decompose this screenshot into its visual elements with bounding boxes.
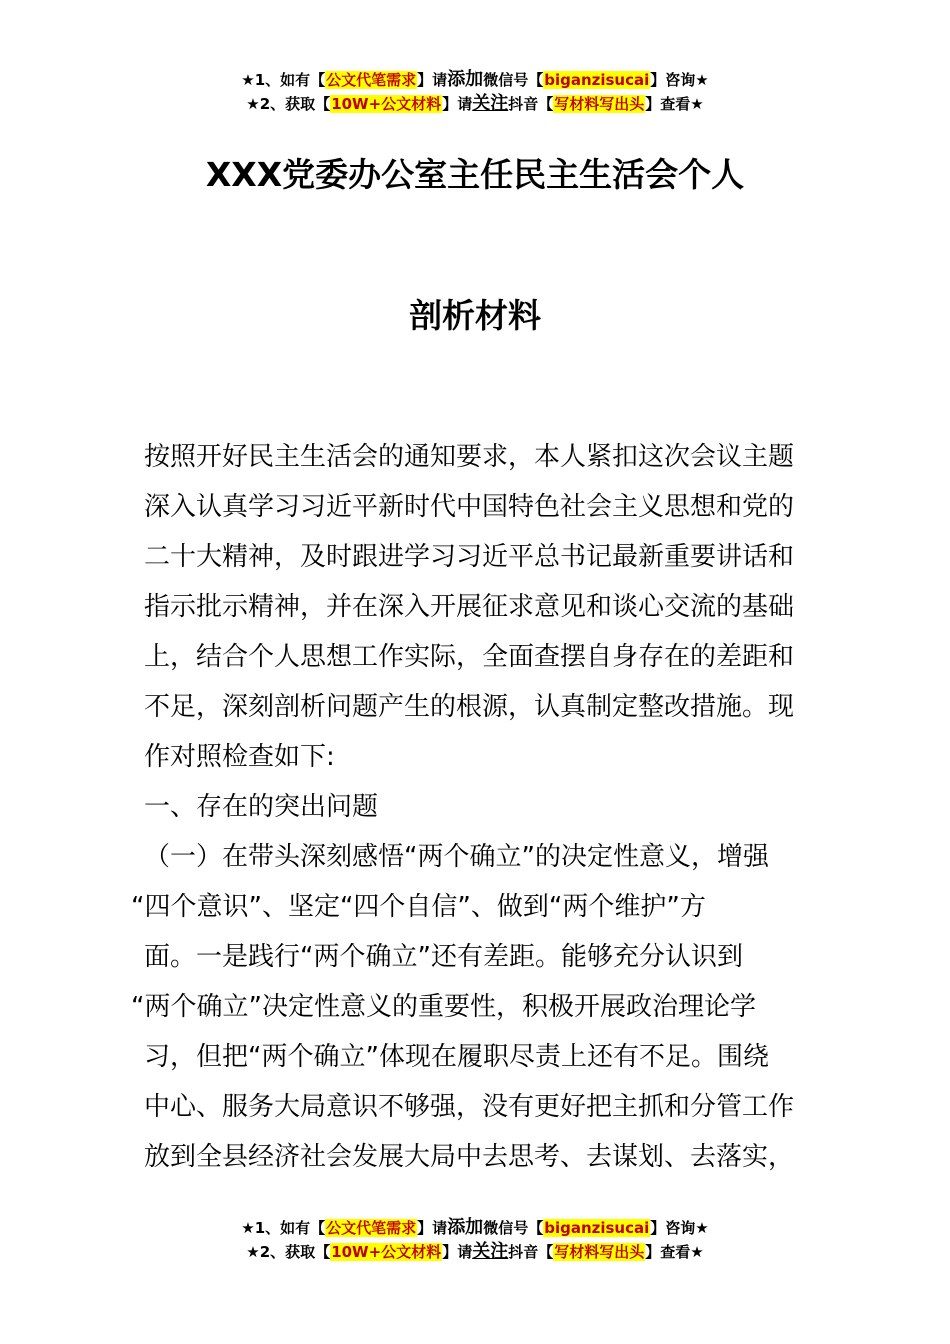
promo-emphasis: 添加 <box>447 69 484 90</box>
body-line: 上，结合个人思想工作实际，全面查摆自身存在的差距和 <box>144 642 795 672</box>
promo-text: 】咨询★ <box>650 1219 709 1237</box>
promo-text: 】请 <box>442 1243 473 1261</box>
promo-emphasis: 添加 <box>447 1217 484 1238</box>
promo-text: ★2、获取【 <box>246 1243 331 1261</box>
promo-text: 微信号【 <box>483 71 544 89</box>
footer-promo <box>0 1216 950 1264</box>
promo-highlight: 公文代笔需求 <box>326 1219 417 1237</box>
promo-text: 】请 <box>417 71 448 89</box>
body-line: 深入认真学习习近平新时代中国特色社会主义思想和党的 <box>144 492 795 522</box>
body-line: 中心、服务大局意识不够强，没有更好把主抓和分管工作 <box>144 1092 795 1122</box>
body-line: “两个确立”决定性意义的重要性，积极开展政治理论学 <box>131 992 756 1022</box>
body-line: 习，但把“两个确立”体现在履职尽责上还有不足。围绕 <box>144 1042 769 1072</box>
body-line: 放到全县经济社会发展大局中去思考、去谋划、去落实， <box>144 1142 795 1172</box>
promo-highlight: 10W+公文材料 <box>331 1243 442 1261</box>
document-title-line-1: XXX党委办公室主任民主生活会个人 <box>205 155 745 194</box>
promo-highlight: 公文代笔需求 <box>326 71 417 89</box>
promo-emphasis: 关注 <box>472 93 509 114</box>
body-line: 二十大精神，及时跟进学习习近平总书记最新重要讲话和 <box>144 542 795 572</box>
body-line: 作对照检查如下: <box>144 742 335 772</box>
body-line: （一）在带头深刻感悟“两个确立”的决定性意义，增强 <box>144 842 769 872</box>
body-line: 按照开好民主生活会的通知要求，本人紧扣这次会议主题 <box>144 442 795 472</box>
promo-highlight: biganzisucai <box>544 1219 650 1237</box>
promo-text: 】查看★ <box>645 1243 704 1261</box>
promo-text: 】咨询★ <box>650 71 709 89</box>
promo-text: 】查看★ <box>645 95 704 113</box>
section-heading: 一、存在的突出问题 <box>144 792 379 822</box>
promo-text: ★1、如有【 <box>241 1219 326 1237</box>
promo-line-2 <box>0 1240 950 1264</box>
promo-text: 抖音【 <box>508 1243 554 1261</box>
promo-text: 抖音【 <box>508 95 554 113</box>
body-line: 面。一是践行“两个确立”还有差距。能够充分认识到 <box>144 942 743 972</box>
promo-text: 】请 <box>442 95 473 113</box>
promo-text: ★1、如有【 <box>241 71 326 89</box>
header-promo <box>0 68 950 116</box>
document-title-line-2: 剖析材料 <box>409 296 541 335</box>
promo-emphasis: 关注 <box>472 1241 509 1262</box>
promo-line-1 <box>0 68 950 92</box>
promo-highlight: 写材料写出头 <box>554 1243 645 1261</box>
promo-text: ★2、获取【 <box>246 95 331 113</box>
promo-text: 微信号【 <box>483 1219 544 1237</box>
promo-line-2 <box>0 92 950 116</box>
body-line: “四个意识”、坚定“四个自信”、做到“两个维护”方 <box>131 892 706 922</box>
promo-line-1 <box>0 1216 950 1240</box>
body-line: 指示批示精神，并在深入开展征求意见和谈心交流的基础 <box>144 592 795 622</box>
document-body <box>131 432 808 1182</box>
promo-highlight: 10W+公文材料 <box>331 95 442 113</box>
body-line: 不足，深刻剖析问题产生的根源，认真制定整改措施。现 <box>144 692 795 722</box>
promo-highlight: 写材料写出头 <box>554 95 645 113</box>
promo-highlight: biganzisucai <box>544 71 650 89</box>
promo-text: 】请 <box>417 1219 448 1237</box>
